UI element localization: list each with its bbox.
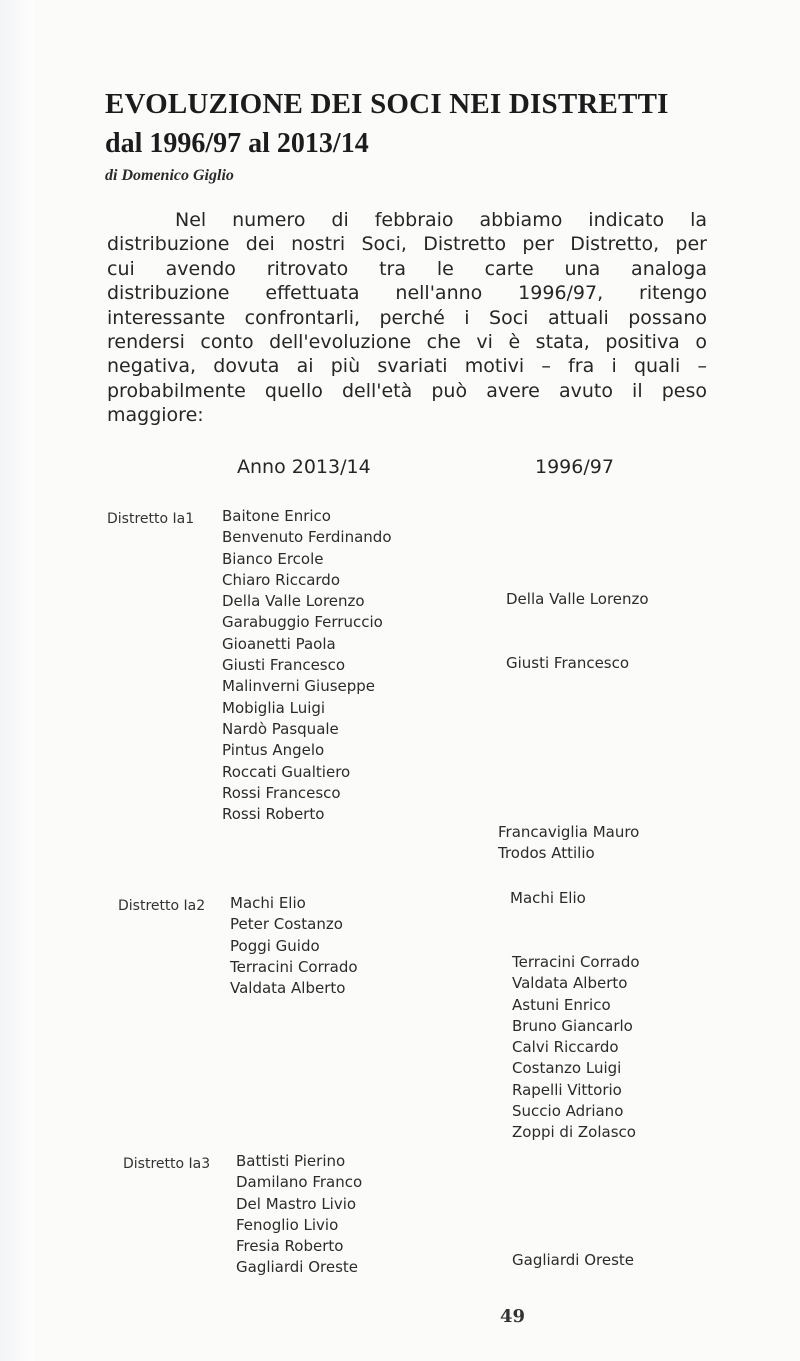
paragraph-line: Nel numero di febbraio abbiamo indicato la (175, 209, 707, 231)
district-ia2-current-list (230, 893, 358, 999)
member-name: Machi Elio (230, 894, 306, 912)
member-name: Rossi Francesco (222, 783, 341, 802)
past-member-name: Francaviglia Mauro (498, 823, 640, 841)
member-name: Rossi Roberto (222, 805, 325, 824)
past-member-name: Della Valle Lorenzo (506, 590, 649, 608)
page-gutter (0, 0, 34, 1361)
district-ia3-current-list (236, 1151, 362, 1279)
member-name: Bianco Ercole (222, 549, 324, 568)
past-member-name: Giusti Francesco (506, 654, 630, 672)
article-title: EVOLUZIONE DEI SOCI NEI DISTRETTI (105, 88, 669, 120)
past-member-name: Valdata Alberto (512, 974, 628, 993)
paragraph-line: distribuzione dei nostri Soci, Distretto per Distretto, per (107, 233, 707, 256)
paragraph-line: cui avendo ritrovato tra le carte una analoga (107, 257, 707, 280)
past-member-name: Bruno Giancarlo (512, 1016, 633, 1035)
past-member-name: Zoppi di Zolasco (512, 1123, 636, 1142)
member-name: Giusti Francesco (222, 656, 346, 675)
member-name: Garabuggio Ferruccio (222, 613, 383, 632)
district-ia2-past-list (512, 952, 640, 1144)
member-name: Del Mastro Livio (236, 1194, 357, 1213)
past-member-name: Calvi Riccardo (512, 1038, 619, 1057)
paragraph-line: probabilmente quello dell'età può avere avuto il peso (107, 379, 707, 402)
member-name: Peter Costanzo (230, 915, 343, 934)
member-name: Della Valle Lorenzo (222, 592, 365, 611)
page-number: 49 (500, 1306, 526, 1327)
paragraph-line: negativa, dovuta ai più svariati motivi – fra i quali – (107, 355, 707, 378)
paragraph-line: rendersi conto dell'evoluzione che vi è stata, positiva o (107, 331, 707, 354)
article-author: di Domenico Giglio (105, 167, 234, 184)
member-name: Baitone Enrico (222, 507, 331, 525)
column-header-past: 1996/97 (535, 456, 614, 478)
member-name: Battisti Pierino (236, 1152, 346, 1170)
district-ia1-past-extra-list (498, 822, 639, 865)
past-member-name: Machi Elio (510, 889, 586, 907)
past-member-name: Costanzo Luigi (512, 1059, 622, 1078)
member-name: Benvenuto Ferdinando (222, 528, 392, 547)
member-name: Roccati Gualtiero (222, 762, 351, 781)
past-member-name: Succio Adriano (512, 1102, 624, 1121)
paragraph-line: interessante confrontarli, perché i Soci attuali possano (107, 306, 707, 329)
intro-paragraph (107, 208, 707, 428)
member-name: Chiaro Riccardo (222, 570, 341, 589)
past-member-name: Astuni Enrico (512, 995, 611, 1014)
paragraph-line: maggiore: (107, 404, 204, 427)
district-label: Distretto Ia3 (123, 1156, 211, 1172)
member-name: Pintus Angelo (222, 741, 325, 760)
member-name: Terracini Corrado (230, 957, 358, 976)
district-label: Distretto Ia2 (118, 898, 206, 914)
member-name: Gagliardi Oreste (236, 1258, 359, 1277)
member-name: Malinverni Giuseppe (222, 677, 376, 696)
member-name: Fresia Roberto (236, 1237, 344, 1256)
member-name: Poggi Guido (230, 936, 320, 955)
district-label: Distretto Ia1 (107, 511, 195, 527)
member-name: Valdata Alberto (230, 979, 346, 998)
past-member-name: Trodos Attilio (498, 844, 595, 863)
column-header-current: Anno 2013/14 (237, 456, 371, 478)
member-name: Fenoglio Livio (236, 1215, 339, 1234)
member-name: Damilano Franco (236, 1173, 363, 1192)
paragraph-line: distribuzione effettuata nell'anno 1996/97, ritengo (107, 282, 707, 305)
past-member-name: Rapelli Vittorio (512, 1080, 622, 1099)
member-name: Nardò Pasquale (222, 719, 339, 738)
district-ia1-current-list (222, 506, 392, 825)
member-name: Mobiglia Luigi (222, 698, 326, 717)
article-subtitle: dal 1996/97 al 2013/14 (105, 128, 369, 159)
past-member-name: Gagliardi Oreste (512, 1251, 635, 1269)
past-member-name: Terracini Corrado (512, 953, 640, 971)
member-name: Gioanetti Paola (222, 634, 336, 653)
